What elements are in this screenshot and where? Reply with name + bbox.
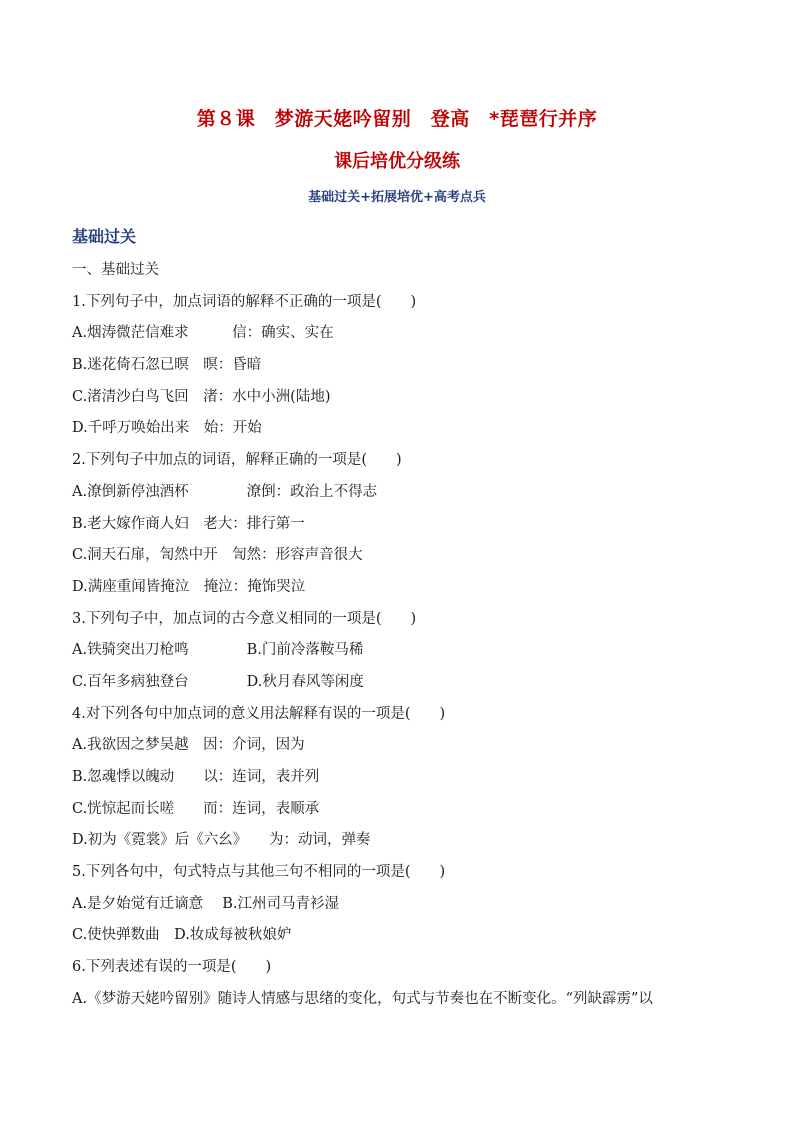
question-2-option-b: B.老大嫁作商人妇 老大：排行第一 (72, 515, 305, 532)
question-4-option-d: D.初为《霓裳》后《六幺》 为：动词，弹奏 (72, 832, 371, 849)
question-2-stem: 2.下列句子中加点的词语，解释正确的一项是( ) (72, 452, 402, 469)
question-1-option-c: C.渚清沙白鸟飞回 渚：水中小洲(陆地) (72, 388, 331, 405)
question-4-option-a: A.我欲因之梦吴越 因：介词，因为 (72, 737, 305, 754)
question-6-option-a: A.《梦游天姥吟留别》随诗人情感与思绪的变化，句式与节奏也在不断变化。“列缺霹雳”以 (72, 990, 653, 1007)
question-3-options-cd: C.百年多病独登台 D.秋月春风等闲度 (72, 673, 364, 690)
page-title: 第８课 梦游天姥吟留别 登高 *琵琶行并序 (196, 108, 598, 130)
question-3-stem: 3.下列句子中，加点词的古今意义相同的一项是( ) (72, 610, 417, 627)
question-4-option-b: B.忽魂悸以魄动 以：连词，表并列 (72, 769, 320, 785)
question-4-stem: 4.对下列各句中加点词的意义用法解释有误的一项是( ) (72, 705, 446, 722)
question-5-stem: 5.下列各句中，句式特点与其他三句不相同的一项是( ) (72, 864, 446, 881)
question-4-option-c: C.恍惊起而长嗟 而：连词，表顺承 (72, 800, 320, 817)
section-label: 一、基础过关 (72, 262, 159, 278)
section-heading: 基础过关 (72, 227, 137, 246)
question-5-options-cd: C.使快弹数曲 D.妆成每被秋娘妒 (72, 927, 292, 944)
question-1-option-a: A.烟涛微茫信难求 信：确实、实在 (72, 325, 334, 342)
question-1-option-b: B.迷花倚石忽已暝 暝：昏暗 (72, 357, 262, 374)
question-3-options-ab: A.铁骑突出刀枪鸣 B.门前冷落鞍马稀 (72, 642, 364, 659)
question-2-option-a: A.潦倒新停浊酒杯 潦倒：政治上不得志 (72, 483, 378, 500)
question-5-options-ab: A.是夕始觉有迁谪意 B.江州司马青衫湿 (72, 895, 339, 912)
page-subtitle: 课后培优分级练 (334, 151, 460, 172)
question-2-option-c: C.洞天石扉，訇然中开 訇然：形容声音很大 (72, 547, 363, 564)
question-1-stem: 1.下列句子中，加点词语的解释不正确的一项是( ) (72, 293, 417, 310)
question-2-option-d: D.满座重闻皆掩泣 掩泣：掩饰哭泣 (72, 578, 306, 595)
question-6-stem: 6.下列表述有误的一项是( ) (72, 959, 272, 976)
page-tagline: 基础过关+拓展培优+高考点兵 (308, 190, 486, 205)
question-list (72, 258, 732, 1019)
question-1-option-d: D.千呼万唤始出来 始：开始 (72, 420, 262, 437)
